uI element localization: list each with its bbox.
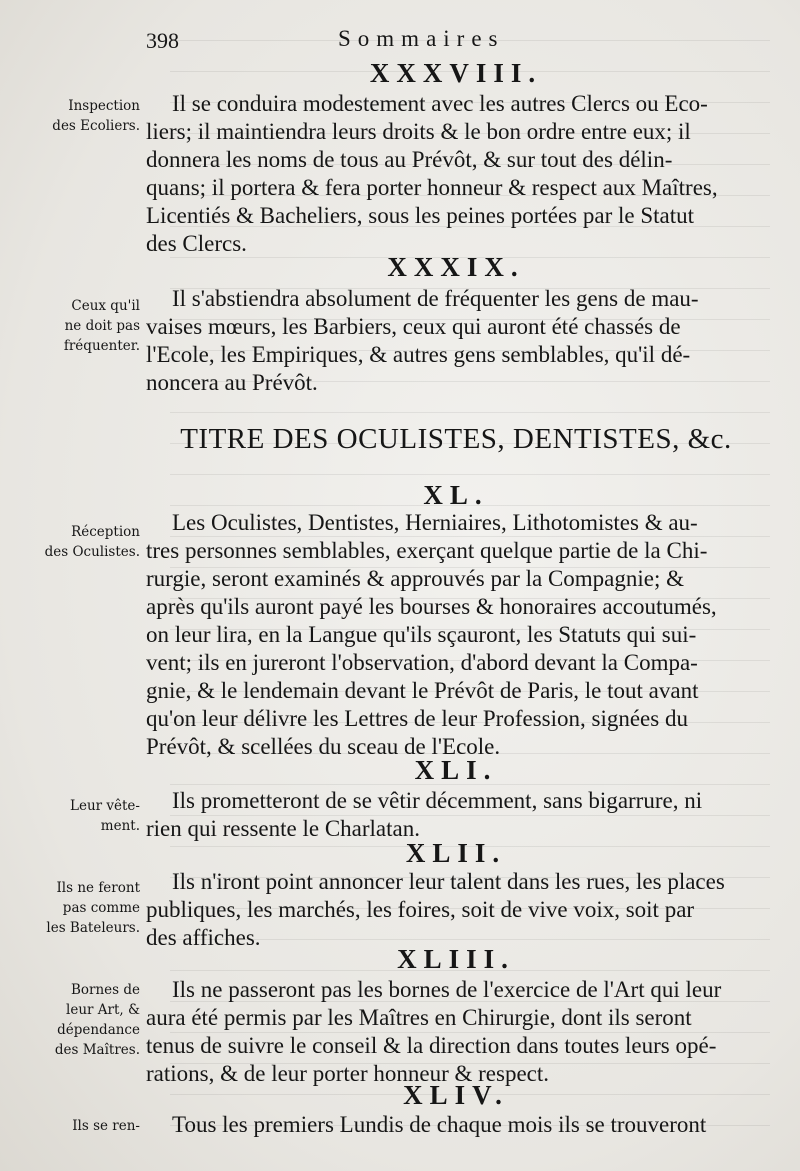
margin-note: [6, 980, 140, 1060]
margin-note: [6, 522, 140, 562]
text-line: Ils ne passeront pas les bornes de l'exercice de l'Art qui leur: [172, 977, 722, 1002]
margin-note-line: des Ecoliers.: [52, 118, 140, 134]
margin-note-line: ment.: [100, 818, 140, 834]
margin-note: [6, 796, 140, 836]
margin-note-line: les Bateleurs.: [46, 920, 140, 936]
margin-note: [6, 1116, 140, 1136]
text-line: Il se conduira modestement avec les autres Clercs ou Eco-: [172, 91, 708, 116]
text-line: des affiches.: [146, 925, 261, 950]
margin-note-line: Bornes de: [70, 982, 140, 998]
text-line: vent; ils en jureront l'observation, d'abord devant la Compa-: [146, 650, 698, 675]
text-line: Il s'abstiendra absolument de fréquenter les gens de mau-: [172, 286, 699, 311]
text-line: Prévôt, & scellées du sceau de l'Ecole.: [146, 734, 501, 759]
chapter-title: TITRE DES OCULISTES, DENTISTES, &c.: [180, 423, 732, 455]
margin-note-line: leur Art, &: [66, 1002, 140, 1018]
text-line: qu'on leur délivre les Lettres de leur Profession, signées du: [146, 706, 688, 731]
text-line: tres personnes semblables, exerçant quelque partie de la Chi-: [146, 538, 708, 563]
margin-note-line: Ceux qu'il: [71, 298, 140, 314]
section-numeral: XLI.: [414, 755, 498, 785]
margin-note-line: Leur vête-: [70, 798, 140, 814]
margin-note-line: pas comme: [62, 900, 140, 916]
text-line: Licentiés & Bacheliers, sous les peines portées par le Statut: [146, 203, 695, 228]
margin-note-line: Ils ne feront: [56, 880, 140, 896]
text-line: Ils prometteront de se vêtir décemment, sans bigarrure, ni: [172, 788, 703, 813]
text-line: publiques, les marchés, les foires, soit de vive voix, soit par: [146, 897, 695, 922]
text-line: Tous les premiers Lundis de chaque mois ils se trouveront: [172, 1112, 707, 1137]
section-numeral: XXXVIII.: [369, 58, 543, 88]
text-line: liers; il maintiendra leurs droits & le bon ordre entre eux; il: [146, 119, 691, 144]
text-line: on leur lira, en la Langue qu'ils sçauront, les Statuts qui sui-: [146, 622, 697, 647]
margin-note: [6, 96, 140, 136]
margin-note: [6, 296, 140, 356]
margin-note-line: Ils se ren-: [72, 1118, 140, 1134]
text-line: rien qui ressente le Charlatan.: [146, 816, 420, 841]
margin-note-line: ne doit pas: [64, 318, 140, 334]
margin-note-line: des Maîtres.: [54, 1042, 140, 1058]
text-line: l'Ecole, les Empiriques, & autres gens semblables, qu'il dé-: [146, 342, 691, 367]
text-line: donnera les noms de tous au Prévôt, & sur tout des délin-: [146, 147, 673, 172]
text-line: rurgie, seront examinés & approuvés par la Compagnie; &: [146, 566, 685, 591]
page-header: [146, 22, 766, 58]
text-line: gnie, & le lendemain devant le Prévôt de Paris, le tout avant: [146, 678, 699, 703]
text-line: Les Oculistes, Dentistes, Herniaires, Lithotomistes & au-: [172, 510, 698, 535]
running-head: Sommaires: [338, 26, 505, 51]
margin-note-line: Inspection: [68, 98, 140, 114]
page-number: 398: [146, 28, 179, 53]
text-line: rations, & de leur porter honneur & respect.: [146, 1061, 550, 1086]
text-line: tenus de suivre le conseil & la direction dans toutes leurs opé-: [146, 1033, 717, 1058]
margin-note: [6, 878, 140, 938]
margin-note-line: des Oculistes.: [44, 544, 140, 560]
margin-note-line: Réception: [71, 524, 140, 540]
text-line: quans; il portera & fera porter honneur & respect aux Maîtres,: [146, 175, 718, 200]
text-line: aura été permis par les Maîtres en Chirurgie, dont ils seront: [146, 1005, 692, 1030]
section-numeral: XXXIX.: [387, 252, 525, 282]
margin-note-line: fréquenter.: [63, 338, 140, 354]
text-line: après qu'ils auront payé les bourses & honoraires accoutumés,: [146, 594, 717, 619]
margin-note-line: dépendance: [57, 1022, 140, 1038]
section-numeral: XLIII.: [397, 944, 515, 974]
text-line: Ils n'iront point annoncer leur talent dans les rues, les places: [172, 869, 725, 894]
section-numeral: XL.: [423, 480, 489, 510]
text-line: vaises mœurs, les Barbiers, ceux qui auront été chassés de: [146, 314, 681, 339]
text-line: des Clercs.: [146, 231, 247, 256]
section-numeral: XLIV.: [403, 1080, 509, 1110]
text-line: noncera au Prévôt.: [146, 370, 318, 395]
section-numeral: XLII.: [405, 838, 507, 868]
